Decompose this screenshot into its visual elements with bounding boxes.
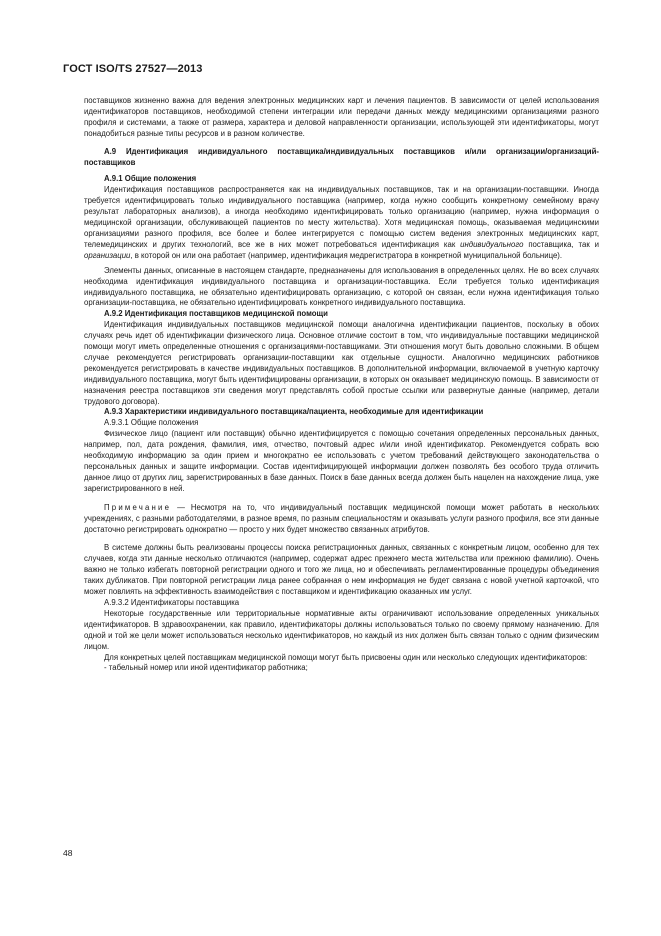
paragraph-a932-2: Для конкретных целей поставщикам медицинской помощи могут быть присвоены один или несколько следующих идентификаторов: bbox=[104, 652, 588, 662]
paragraph-a932-1: Некоторые государственные или территориальные нормативные акты ограничивают использование определенных уникальных идентификаторов. В здравоохранении, как правило, идентификаторы должны использоваться только по своему прямому назначению. Для одной и той же цели может использоваться несколько идентификаторов, но каждый из них должен быть связан только с одним физическим лицом. bbox=[84, 608, 599, 651]
heading-a931: А.9.3.1 Общие положения bbox=[104, 418, 199, 428]
heading-a9: А.9 Идентификация индивидуального поставщика/индивидуальных поставщиков и/или организации/организаций-поставщиков bbox=[84, 146, 599, 167]
list-item: - табельный номер или иной идентификатор работника; bbox=[104, 663, 308, 673]
paragraph-continued: поставщиков жизненно важна для ведения электронных медицинских карт и лечения пациентов. В зависимости от целей использования идентификаторов поставщиков, необходимой степени интеграции или передачи данных между медицинскими организациями разного профиля и системами, а также от размера, характера и деловой направленности организации, использующей эти идентификаторы, могут понадобиться разные типы ресурсов и в разном количестве. bbox=[84, 96, 599, 138]
paragraph-a91-1-text: Идентификация поставщиков распространяется как на индивидуальных поставщиков, так и на организации-поставщики. Иногда требуется идентифицировать только индивидуального поставщика (например, когда нужно сообщить конкретному семейному врачу результат лабораторных анализов), а иногда необходимо идентифицировать только организацию (например, нужна информация о медицинской организации, обслуживающей пациентов по месту жительства). Хотя медицинская помощь, оказываемая медицинскими организациями разного профиля, все более и более интегрируется с помощью систем ведения электронных медицинских карт, телемедицинских и других технологий, все же в них может потребоваться идентификация как bbox=[84, 185, 599, 249]
paragraph-a91-1-text-b: поставщика, так и bbox=[528, 239, 599, 249]
page-number: 48 bbox=[63, 848, 73, 858]
paragraph-a91-1-text-c: , в которой он или она работает (например, идентификация медрегистратора в конкретной муниципальной больнице). bbox=[130, 250, 563, 260]
paragraph-a91-2: Элементы данных, описанные в настоящем стандарте, предназначены для использования в определенных целях. Не во всех случаях необходима идентификация индивидуального поставщика и организации-поставщика. Если требуется только идентификация индивидуального поставщика, не обязательно идентифицировать организацию, с которой он связан, если нужна идентификация только организации-поставщика, не обязательно идентифицировать конкретного индивидуального поставщика. bbox=[84, 265, 599, 308]
paragraph-a931: Физическое лицо (пациент или поставщик) обычно идентифицируется с помощью сочетания определенных персональных данных, например, пол, дата рождения, фамилия, имя, отчество, почтовый адрес и/или иной идентификатор. Рекомендуется собрать всю необходимую информацию за один прием и многократно ее использовать с учетом требований действующего законодательства о персональных данных и защите информации. Состав идентифицирующей информации должен позволять без особого труда отличить данное лицо от других лиц, зарегистрированных в базе данных. Поиск в базе данных всегда должен быть нацелен на нахождение лица, уже зарегистрированного в ней. bbox=[84, 429, 599, 493]
paragraph-a92: Идентификация индивидуальных поставщиков медицинской помощи аналогична идентификации пациентов, поскольку в обоих случаях речь идет об идентификации физического лица. Основное отличие состоит в том, что индивидуальные поставщики медицинской помощи могут иметь определенные отношения с организациями-поставщиками. Эти отношения могут быть довольно сложными. В общем случае рекомендуется регистрировать организации-поставщики как отдельные сущности. Аналогично медицинских работников рекомендуется регистрировать в качестве индивидуальных поставщиков. В дополнительной информации, включаемой в учетную карточку индивидуального поставщика, могут быть идентифицированы организации, в которых он оказывает медицинскую помощь. В зависимости от назначения реестра поставщиков эти сведения могут представлять собой простые ссылки или развернутые данные (например, детали трудового договора). bbox=[84, 320, 599, 406]
paragraph-a91-1 bbox=[84, 185, 599, 261]
paragraph-a931-2: В системе должны быть реализованы процессы поиска регистрационных данных, связанных с конкретным лицом, особенно для тех случаев, когда эти данные несколько отличаются (например, содержат адрес прежнего места жительства или прежнюю фамилию). Очень важно не только избегать повторной регистрации одного и того же лица, но и обеспечивать регламентированные процедуры объединения таких дубликатов. При повторной регистрации лица ранее собранная о нем информация не будет связана с новой учетной карточкой, что может повлиять на эффективность взаимодействия с поставщиком и идентификацию оказанных им услуг. bbox=[84, 543, 599, 597]
heading-a92: А.9.2 Идентификация поставщиков медицинской помощи bbox=[104, 309, 328, 319]
heading-a91: А.9.1 Общие положения bbox=[104, 174, 197, 184]
note-text: — Несмотря на то, что индивидуальный поставщик медицинской помощи может работать в нескольких учреждениях, с разными работодателями, в разное время, по разным специальностям и оказывать услуги разного профиля, все эти данные достаточно регистрировать однократно — просто у них будет множество связанных атрибутов. bbox=[84, 502, 599, 534]
note-paragraph bbox=[84, 503, 599, 536]
document-header: ГОСТ ISO/TS 27527—2013 bbox=[63, 63, 203, 75]
note-label: Примечание bbox=[104, 502, 172, 512]
heading-a932: А.9.3.2 Идентификаторы поставщика bbox=[104, 597, 240, 607]
emphasis-organization: организации bbox=[84, 250, 131, 260]
page-body bbox=[84, 96, 599, 674]
emphasis-individual: индивидуального bbox=[460, 239, 524, 249]
heading-a93: А.9.3 Характеристики индивидуального поставщика/пациента, необходимые для идентификации bbox=[104, 407, 484, 417]
